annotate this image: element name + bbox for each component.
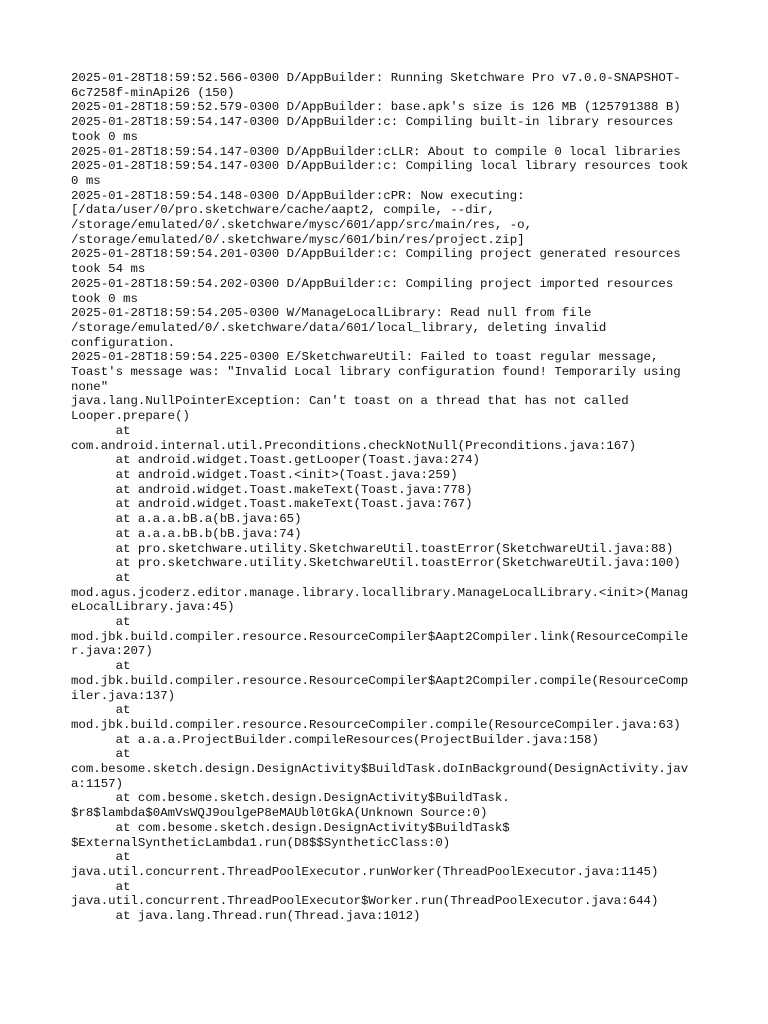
log-line: [/data/user/0/pro.sketchware/cache/aapt2, compile, --dir, <box>71 203 495 218</box>
log-line: 0 ms <box>71 173 101 188</box>
log-line: 2025-01-28T18:59:52.566-0300 D/AppBuilder: Running Sketchware Pro v7.0.0-SNAPSHOT- <box>71 71 681 85</box>
log-line: 2025-01-28T18:59:54.202-0300 D/AppBuilder:c: Compiling project imported resources <box>71 276 674 291</box>
log-line: at a.a.a.bB.b(bB.java:74) <box>71 526 302 541</box>
log-line: $r8$lambda$0AmVsWQJ9oulgeP8eMAUbl0tGkA(Unknown Source:0) <box>71 806 488 821</box>
log-line: mod.jbk.build.compiler.resource.ResourceCompiler.compile(ResourceCompiler.java:63) <box>71 717 681 732</box>
log-line: mod.jbk.build.compiler.resource.ResourceCompiler$Aapt2Compiler.compile(ResourceComp <box>71 673 689 688</box>
log-line: /storage/emulated/0/.sketchware/data/601/local_library, deleting invalid <box>71 320 607 335</box>
log-line: $ExternalSyntheticLambda1.run(D8$$SyntheticClass:0) <box>71 835 451 850</box>
log-line: 2025-01-28T18:59:54.201-0300 D/AppBuilder:c: Compiling project generated resources <box>71 247 681 262</box>
log-line: at pro.sketchware.utility.SketchwareUtil.toastError(SketchwareUtil.java:100) <box>71 556 681 571</box>
log-line: at com.besome.sketch.design.DesignActivity$BuildTask$ <box>71 820 510 835</box>
log-line: Toast's message was: "Invalid Local library configuration found! Temporarily using <box>71 365 681 380</box>
log-line: mod.agus.jcoderz.editor.manage.library.locallibrary.ManageLocalLibrary.<init>(Manag <box>71 585 689 600</box>
log-line: at android.widget.Toast.<init>(Toast.java:259) <box>71 467 458 482</box>
log-line: 2025-01-28T18:59:54.147-0300 D/AppBuilder:c: Compiling local library resources took <box>71 159 689 174</box>
log-line: at <box>71 423 131 438</box>
log-line: java.util.concurrent.ThreadPoolExecutor.runWorker(ThreadPoolExecutor.java:1145) <box>71 864 659 879</box>
log-line: at a.a.a.bB.a(bB.java:65) <box>71 512 302 527</box>
log-document <box>71 71 701 924</box>
log-line: 2025-01-28T18:59:54.205-0300 W/ManageLocalLibrary: Read null from file <box>71 306 592 321</box>
log-line: 2025-01-28T18:59:54.148-0300 D/AppBuilder:cPR: Now executing: <box>71 188 525 203</box>
log-line: at <box>71 659 131 674</box>
log-line: at java.lang.Thread.run(Thread.java:1012) <box>71 909 421 924</box>
log-line: at <box>71 879 131 894</box>
log-line: a:1157) <box>71 776 124 791</box>
log-line: java.util.concurrent.ThreadPoolExecutor$Worker.run(ThreadPoolExecutor.java:644) <box>71 894 659 909</box>
log-line: iler.java:137) <box>71 688 176 703</box>
log-line: at <box>71 615 131 630</box>
log-line: com.besome.sketch.design.DesignActivity$BuildTask.doInBackground(DesignActivity.jav <box>71 762 689 777</box>
log-line: at <box>71 850 131 865</box>
log-line: java.lang.NullPointerException: Can't toast on a thread that has not called <box>71 394 629 409</box>
log-line: took 0 ms <box>71 291 138 306</box>
log-line: at <box>71 570 131 585</box>
log-line: mod.jbk.build.compiler.resource.ResourceCompiler$Aapt2Compiler.link(ResourceCompile <box>71 629 689 644</box>
log-line: 2025-01-28T18:59:54.147-0300 D/AppBuilder:c: Compiling built-in library resources <box>71 115 674 130</box>
log-line: at android.widget.Toast.makeText(Toast.java:767) <box>71 497 473 512</box>
log-line: at com.besome.sketch.design.DesignActivity$BuildTask. <box>71 791 510 806</box>
log-line: at a.a.a.ProjectBuilder.compileResources(ProjectBuilder.java:158) <box>71 732 599 747</box>
log-line: r.java:207) <box>71 644 153 659</box>
log-line: /storage/emulated/0/.sketchware/mysc/601/bin/res/project.zip] <box>71 232 525 247</box>
log-line: at <box>71 703 131 718</box>
log-line: at <box>71 747 131 762</box>
log-line: com.android.internal.util.Preconditions.checkNotNull(Preconditions.java:167) <box>71 438 637 453</box>
log-line: 2025-01-28T18:59:52.579-0300 D/AppBuilder: base.apk's size is 126 MB (125791388 B) <box>71 100 681 115</box>
log-line: 2025-01-28T18:59:54.147-0300 D/AppBuilder:cLLR: About to compile 0 local libraries <box>71 144 681 159</box>
log-line: configuration. <box>71 335 176 350</box>
log-line: /storage/emulated/0/.sketchware/mysc/601/app/src/main/res, -o, <box>71 218 533 233</box>
log-line: at android.widget.Toast.getLooper(Toast.java:274) <box>71 453 480 468</box>
log-line: took 54 ms <box>71 262 146 277</box>
log-line: Looper.prepare() <box>71 409 190 424</box>
log-line: took 0 ms <box>71 129 138 144</box>
log-line: 6c7258f-minApi26 (150) <box>71 85 235 100</box>
log-line: 2025-01-28T18:59:54.225-0300 E/SketchwareUtil: Failed to toast regular message, <box>71 350 659 365</box>
log-line: at android.widget.Toast.makeText(Toast.java:778) <box>71 482 473 497</box>
log-line: at pro.sketchware.utility.SketchwareUtil.toastError(SketchwareUtil.java:88) <box>71 541 674 556</box>
log-line: eLocalLibrary.java:45) <box>71 600 235 615</box>
log-line: none" <box>71 379 109 394</box>
